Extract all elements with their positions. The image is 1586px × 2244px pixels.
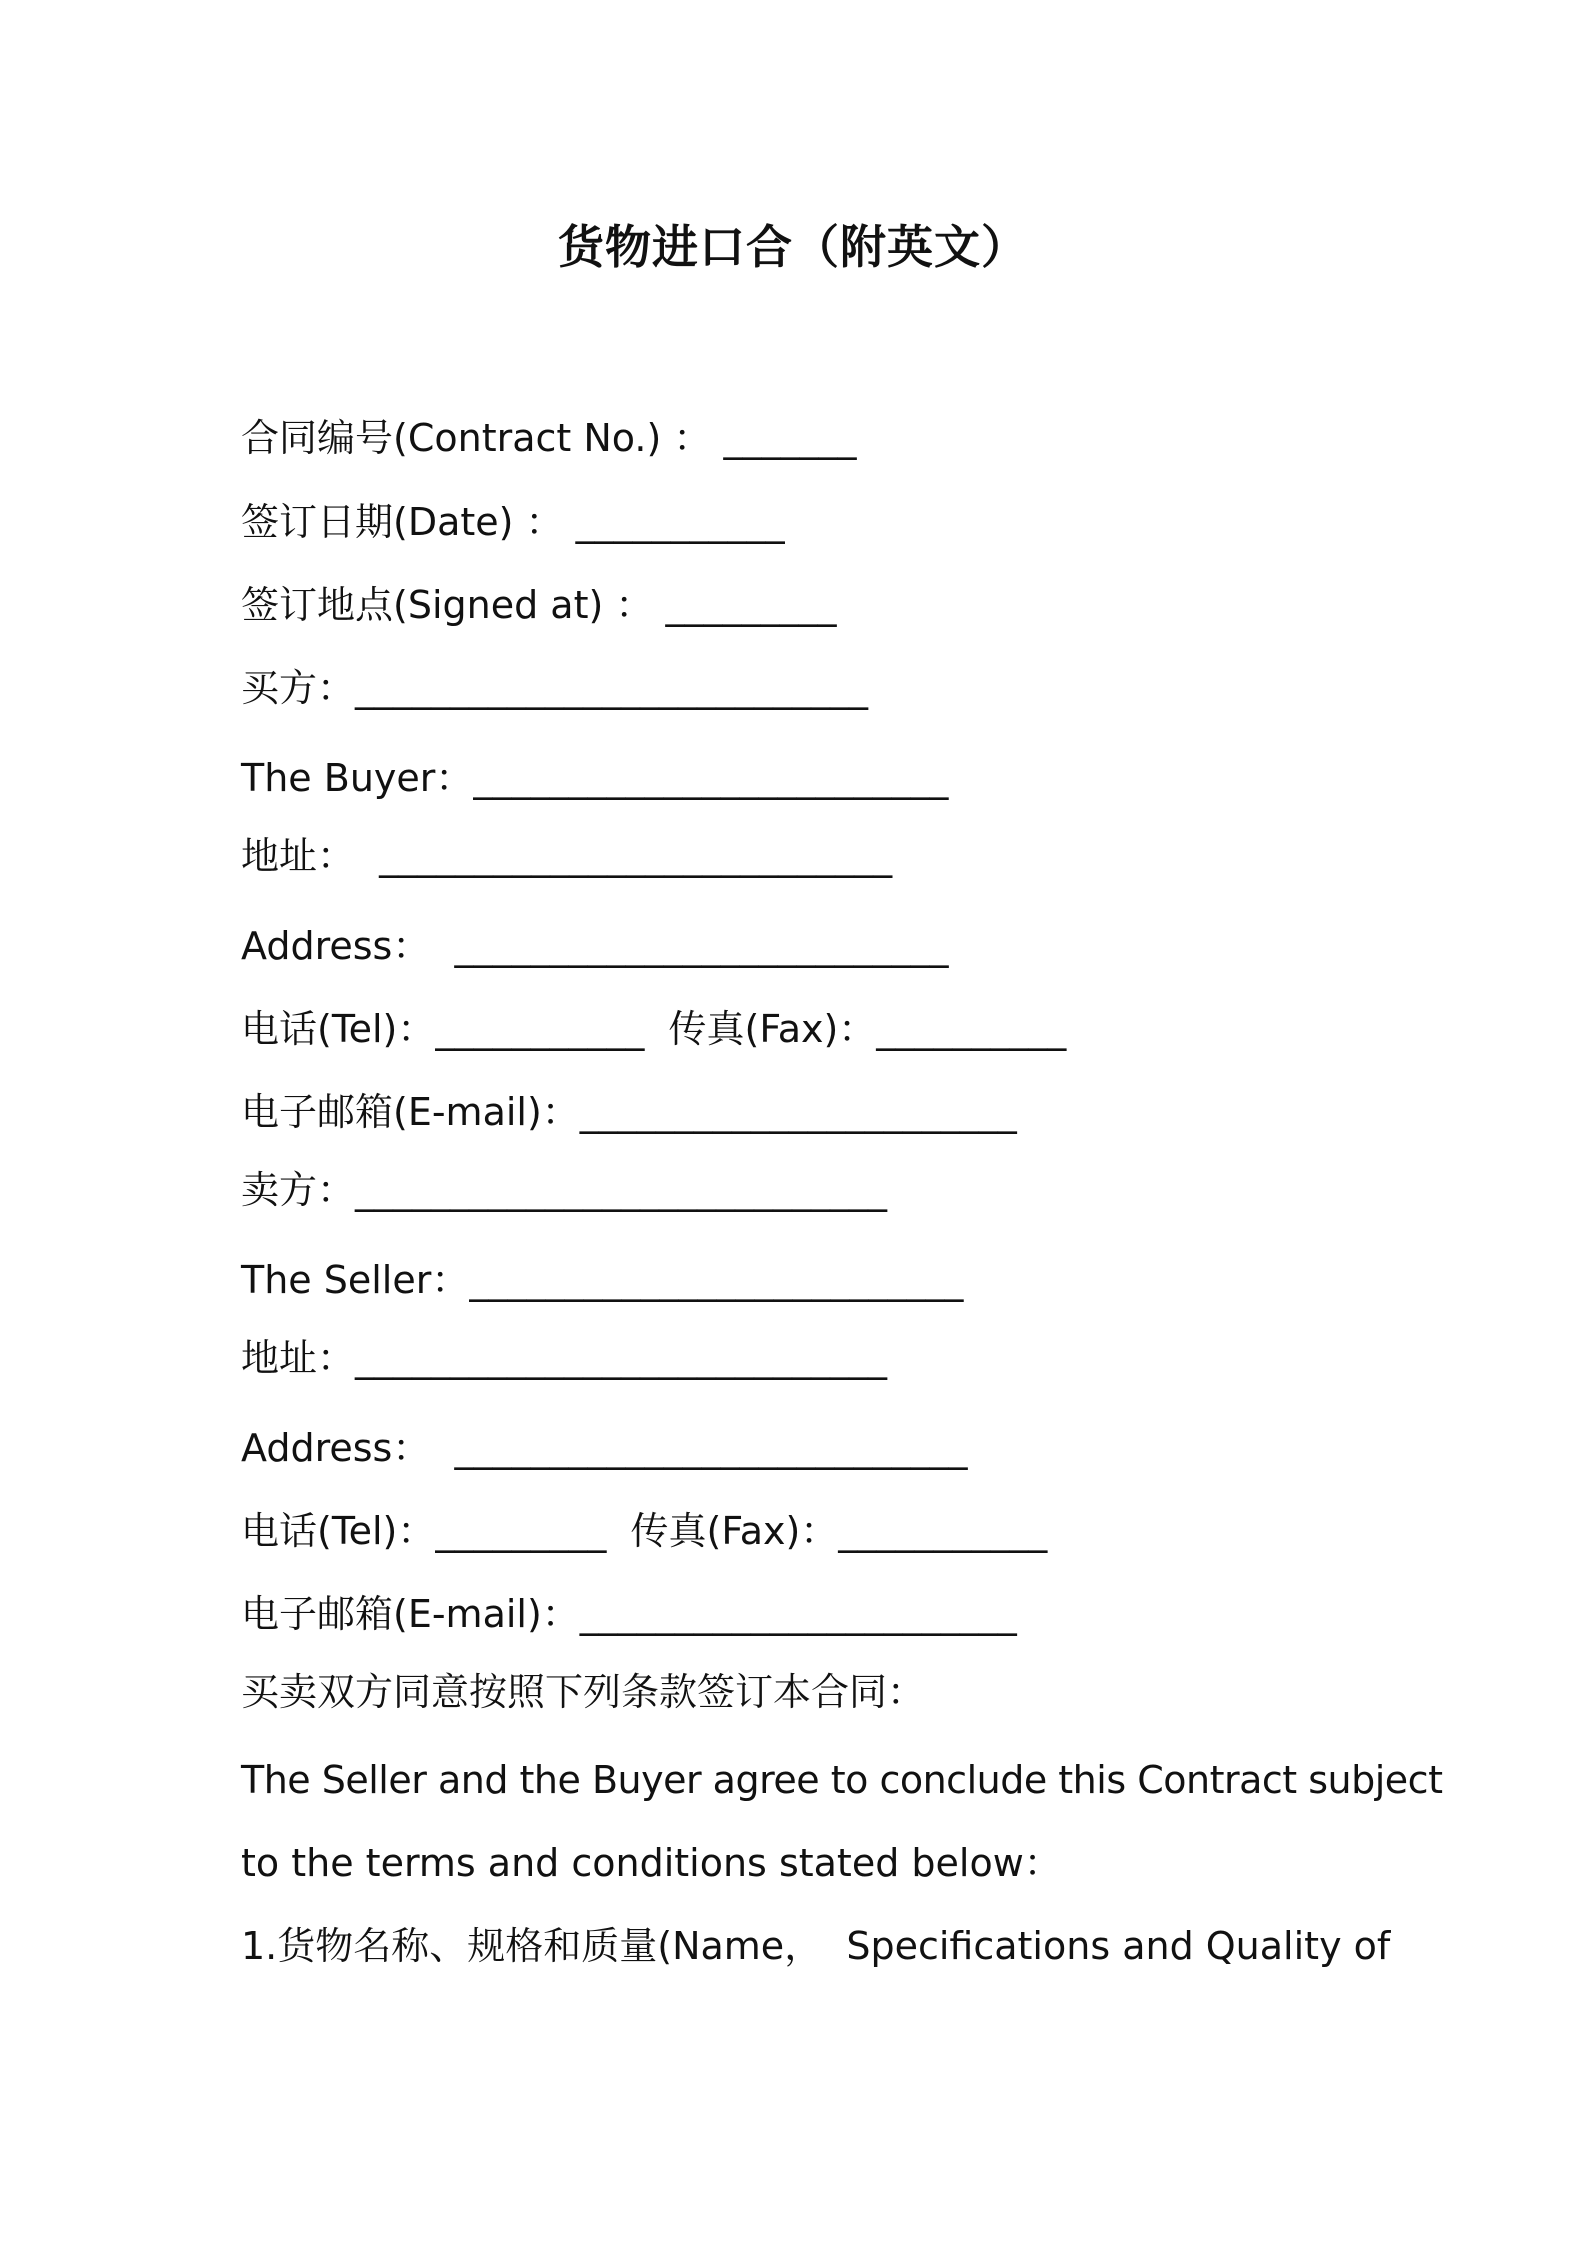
signing-place-line: 签订地点(Signed at) ： _________ bbox=[241, 583, 837, 627]
seller-tel-fax-line: 电话(Tel)：_________ 传真(Fax)：___________ bbox=[241, 1509, 1048, 1553]
agreement-en-line-1: The Seller and the Buyer agree to conclude this Contract subject bbox=[241, 1758, 1443, 1802]
buyer-address-en-line: Address： __________________________ bbox=[241, 924, 949, 968]
buyer-address-cn-line: 地址： ___________________________ bbox=[241, 834, 893, 878]
seller-address-en-line: Address： ___________________________ bbox=[241, 1426, 968, 1470]
document-title: 货物进口合（附英文） bbox=[558, 220, 1028, 274]
seller-address-cn-line: 地址：____________________________ bbox=[241, 1336, 888, 1380]
buyer-en-line: The Buyer：_________________________ bbox=[241, 756, 949, 800]
buyer-cn-line: 买方：___________________________ bbox=[241, 666, 869, 710]
contract-number-line: 合同编号(Contract No.) ： _______ bbox=[241, 416, 857, 460]
clause-1-heading: 1.货物名称、规格和质量(Name， Specifications and Quality of bbox=[241, 1924, 1391, 1968]
agreement-cn-line: 买卖双方同意按照下列条款签订本合同： bbox=[241, 1670, 926, 1714]
seller-cn-line: 卖方：____________________________ bbox=[241, 1168, 888, 1212]
seller-en-line: The Seller：__________________________ bbox=[241, 1258, 964, 1302]
signing-date-line: 签订日期(Date) ： ___________ bbox=[241, 500, 785, 544]
agreement-en-line-2: to the terms and conditions stated below： bbox=[241, 1841, 1062, 1885]
seller-email-line: 电子邮箱(E-mail)：_______________________ bbox=[241, 1592, 1017, 1636]
buyer-email-line: 电子邮箱(E-mail)：_______________________ bbox=[241, 1090, 1017, 1134]
buyer-tel-fax-line: 电话(Tel)：___________ 传真(Fax)：__________ bbox=[241, 1007, 1067, 1051]
